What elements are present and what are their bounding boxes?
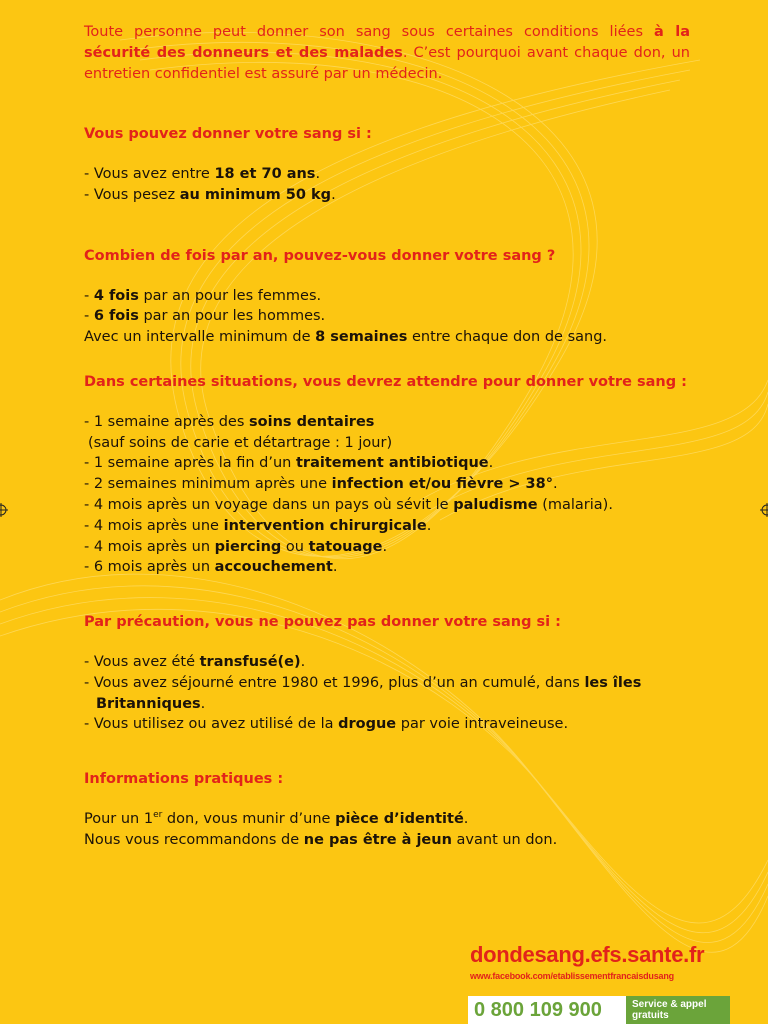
free-call-badge: [626, 996, 730, 1024]
document-body: [84, 22, 690, 851]
list-item: - 1 semaine après la fin d’un traitement antibiotique.: [84, 455, 494, 472]
list-item: - Vous pesez au minimum 50 kg.: [84, 186, 336, 203]
list-item: - 4 mois après un piercing ou tatouage.: [84, 538, 388, 555]
list-item: - 6 fois par an pour les hommes.: [84, 308, 326, 325]
precaution-list: [84, 652, 690, 735]
facebook-link[interactable]: www.facebook.com/etablissementfrancaisdusang: [470, 971, 674, 981]
heading-frequency: Combien de fois par an, pouvez-vous donner votre sang ?: [84, 247, 556, 264]
list-item: - 4 mois après un voyage dans un pays où sévit le paludisme (malaria).: [84, 496, 613, 513]
heading-eligibility: Vous pouvez donner votre sang si :: [84, 126, 372, 143]
phone-number[interactable]: 0 800 109 900: [474, 999, 602, 1021]
eligibility-list: [84, 164, 690, 206]
intro-text: Toute personne peut donner son sang sous certaines conditions liées: [84, 24, 655, 40]
list-item: Britanniques.: [96, 695, 206, 712]
list-item: - Vous avez séjourné entre 1980 et 1996, plus d’un an cumulé, dans les îles: [84, 674, 642, 691]
heading-waiting-periods: Dans certaines situations, vous devrez attendre pour donner votre sang :: [84, 373, 687, 390]
practical-line-1: Pour un 1er don, vous munir d’une pièce d’identité.: [84, 810, 469, 827]
practical-line-2: Nous vous recommandons de ne pas être à jeun avant un don.: [84, 831, 558, 848]
list-item: - Vous avez été transfusé(e).: [84, 653, 306, 670]
waiting-periods-list: [84, 412, 690, 578]
registration-mark-right-icon: [760, 503, 768, 517]
registration-mark-left-icon: [0, 503, 8, 517]
list-item: - Vous avez entre 18 et 70 ans.: [84, 166, 321, 183]
intro-paragraph: [84, 22, 690, 84]
heading-precaution: Par précaution, vous ne pouvez pas donner votre sang si :: [84, 614, 561, 631]
list-item: (sauf soins de carie et détartrage : 1 jour): [88, 434, 393, 451]
frequency-list: [84, 286, 690, 348]
list-item: - 1 semaine après des soins dentaires: [84, 413, 375, 430]
website-link[interactable]: dondesang.efs.sante.fr: [470, 942, 705, 967]
free-call-line-1: Service & appel: [632, 999, 707, 1010]
intro-highlight: à la sécurité des donneurs et des malades: [84, 24, 690, 61]
list-item: Avec un intervalle minimum de 8 semaines entre chaque don de sang.: [84, 329, 608, 346]
list-item: - Vous utilisez ou avez utilisé de la drogue par voie intraveineuse.: [84, 716, 569, 733]
phone-banner[interactable]: [468, 996, 730, 1024]
list-item: - 2 semaines minimum après une infection et/ou fièvre > 38°.: [84, 476, 558, 493]
list-item: - 6 mois après un accouchement.: [84, 559, 338, 576]
list-item: - 4 mois après une intervention chirurgicale.: [84, 517, 432, 534]
free-call-line-2: gratuits: [632, 1010, 669, 1021]
heading-practical-info: Informations pratiques :: [84, 771, 284, 788]
list-item: - 4 fois par an pour les femmes.: [84, 287, 322, 304]
intro-text-end: . C’est pourquoi avant chaque don, un entretien confidentiel est assuré par un médecin.: [84, 44, 690, 82]
